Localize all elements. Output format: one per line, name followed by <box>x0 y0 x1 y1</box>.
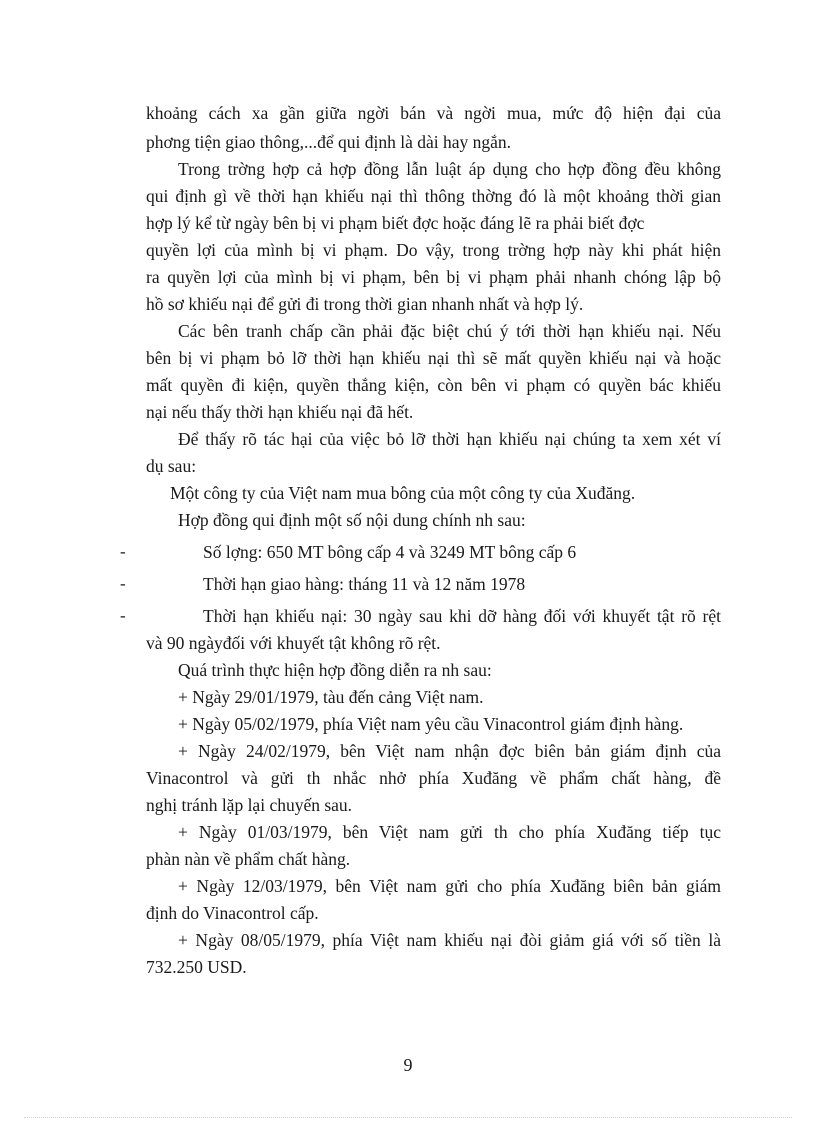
text-line: phàn nàn về phẩm chất hàng. <box>146 849 351 869</box>
text-line: quyền lợi của mình bị vi phạm. Do vậy, trong trờng hợp này khi phát hiện <box>146 240 721 260</box>
text-line: định do Vinacontrol cấp. <box>146 903 319 923</box>
text-line: nại nếu thấy thời hạn khiếu nại đã hết. <box>146 402 414 422</box>
text-line: hồ sơ khiếu nại để gửi đi trong thời gian nhanh nhất và hợp lý. <box>146 294 584 314</box>
text-line: Trong trờng hợp cả hợp đồng lẫn luật áp dụng cho hợp đồng đều không <box>178 159 721 179</box>
text-line: + Ngày 29/01/1979, tàu đến cảng Việt nam. <box>178 687 484 707</box>
text-line: mất quyền đi kiện, quyền thắng kiện, còn bên vi phạm có quyền bác khiếu <box>146 375 721 395</box>
text-line: Vinacontrol và gửi th nhắc nhở phía Xuđăng về phẩm chất hàng, đề <box>146 768 721 788</box>
text-line: ra quyền lợi của mình bị vi phạm, bên bị vi phạm phải nhanh chóng lập bộ <box>146 267 721 287</box>
text-line: khoảng cách xa gần giữa ngời bán và ngời mua, mức độ hiện đại của <box>146 103 721 123</box>
dash-marker: - <box>120 606 126 625</box>
text-line: Hợp đồng qui định một số nội dung chính nh sau: <box>178 510 526 530</box>
text-line: + Ngày 24/02/1979, bên Việt nam nhận đợc biên bản giám định của <box>178 741 721 761</box>
text-line: + Ngày 01/03/1979, bên Việt nam gửi th cho phía Xuđăng tiếp tục <box>178 822 721 842</box>
text-line: 732.250 USD. <box>146 957 247 977</box>
text-line: Một công ty của Việt nam mua bông của một công ty của Xuđăng. <box>170 483 636 503</box>
text-line: qui định gì về thời hạn khiếu nại thì thông thờng đó là một khoảng thời gian <box>146 186 721 206</box>
dash-marker: - <box>120 542 126 561</box>
text-line: + Ngày 08/05/1979, phía Việt nam khiếu nại đòi giảm giá với số tiền là <box>178 930 721 950</box>
footer-divider <box>24 1117 792 1118</box>
page-number: 9 <box>403 1055 413 1075</box>
text-line: Các bên tranh chấp cần phải đặc biệt chú ý tới thời hạn khiếu nại. Nếu <box>178 321 721 341</box>
dash-marker: - <box>120 574 126 593</box>
list-item: Thời hạn giao hàng: tháng 11 và 12 năm 1978 <box>203 574 526 594</box>
text-line: Để thấy rõ tác hại của việc bỏ lỡ thời hạn khiếu nại chúng ta xem xét ví <box>178 429 721 449</box>
text-line: hợp lý kể từ ngày bên bị vi phạm biết đợc hoặc đáng lẽ ra phải biết đợc <box>146 213 645 233</box>
text-line: dụ sau: <box>146 456 197 476</box>
text-line: nghị tránh lặp lại chuyến sau. <box>146 795 353 815</box>
text-line: + Ngày 05/02/1979, phía Việt nam yêu cầu Vinacontrol giám định hàng. <box>178 714 684 734</box>
text-line: bên bị vi phạm bỏ lỡ thời hạn khiếu nại thì sẽ mất quyền khiếu nại và hoặc <box>146 348 721 368</box>
list-item: Thời hạn khiếu nại: 30 ngày sau khi dỡ hàng đối với khuyết tật rõ rệt <box>203 606 721 626</box>
list-item-continuation: và 90 ngàyđối với khuyết tật không rõ rệt. <box>146 633 441 653</box>
list-item: Số lợng: 650 MT bông cấp 4 và 3249 MT bông cấp 6 <box>203 542 577 562</box>
text-line: Quá trình thực hiện hợp đồng diễn ra nh sau: <box>178 660 492 680</box>
text-line: + Ngày 12/03/1979, bên Việt nam gửi cho phía Xuđăng biên bản giám <box>178 876 721 896</box>
text-line: phơng tiện giao thông,...để qui định là dài hay ngắn. <box>146 132 512 152</box>
